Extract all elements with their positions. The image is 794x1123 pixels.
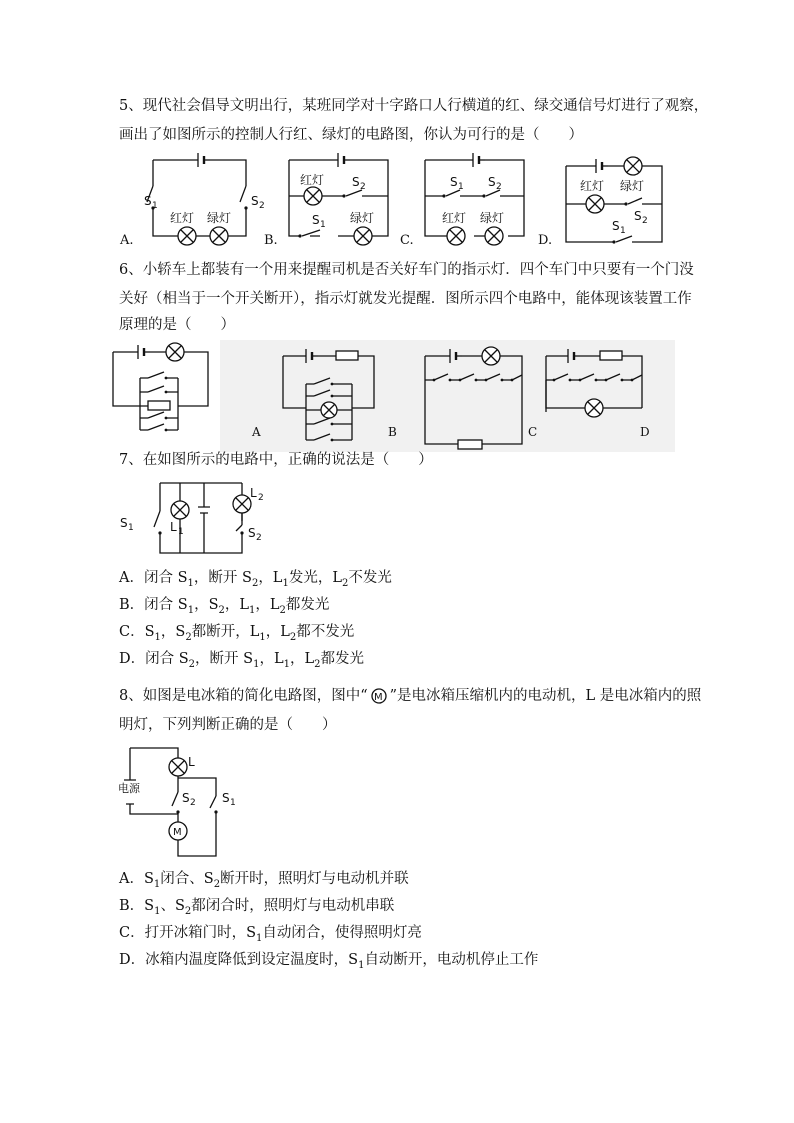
q5-circuit-b — [262, 150, 402, 250]
svg-text:2: 2 — [256, 533, 262, 543]
q7-option-d[interactable]: D．闭合 $S_2$，断开 $S_1$，$L_1$，$L_2$都发光 — [119, 651, 364, 670]
svg-text:2: 2 — [360, 182, 366, 192]
q5-stem-line2: 画出了如图所示的控制人行红、绿灯的电路图，你认为可行的是（ ） — [119, 127, 583, 143]
svg-text:红灯: 红灯 — [170, 211, 195, 225]
svg-text:绿灯: 绿灯 — [207, 211, 232, 225]
svg-text:电源: 电源 — [118, 782, 140, 795]
svg-text:2: 2 — [496, 182, 502, 192]
svg-text:S: S — [450, 175, 458, 189]
svg-text:1: 1 — [458, 182, 464, 192]
svg-text:红灯: 红灯 — [442, 211, 467, 225]
resistor-icon — [458, 440, 482, 449]
svg-text:绿灯: 绿灯 — [480, 211, 505, 225]
svg-text:绿灯: 绿灯 — [620, 179, 645, 193]
svg-text:1: 1 — [152, 201, 158, 211]
q7-stem: 7、在如图所示的电路中，正确的说法是（ ） — [119, 452, 433, 468]
svg-text:S: S — [312, 213, 320, 227]
svg-text:1: 1 — [620, 226, 626, 236]
q5-stem-line1: 5、现代社会倡导文明出行，某班同学对十字路口人行横道的红、绿交通信号灯进行了观察， — [119, 98, 709, 114]
svg-text:1: 1 — [320, 220, 326, 230]
q6-option-d-letter: D — [640, 425, 650, 439]
q7-option-c[interactable]: C．$S_1$，$S_2$都断开，$L_1$，$L_2$都不发光 — [119, 624, 355, 643]
svg-text:L: L — [188, 755, 195, 769]
svg-text:S: S — [634, 209, 642, 223]
q6-stem-line1: 6、小轿车上都装有一个用来提醒司机是否关好车门的指示灯．四个车门中只要有一个门没 — [119, 262, 694, 278]
svg-text:S: S — [182, 791, 190, 805]
svg-text:S: S — [248, 526, 256, 540]
q6-option-c-letter: C — [528, 425, 538, 439]
q6-circuit-d — [540, 340, 670, 450]
q6-circuit-a — [108, 340, 218, 435]
motor-icon — [368, 688, 390, 704]
q6-stem-line2: 关好（相当于一个开关断开），指示灯就发光提醒．图所示四个电路中，能体现该装置工作 — [119, 291, 692, 307]
svg-text:2: 2 — [258, 493, 264, 503]
q6-option-b-letter: B — [388, 425, 397, 439]
q8-stem-line2: 明灯，下列判断正确的是（ ） — [119, 717, 337, 733]
svg-text:红灯: 红灯 — [580, 179, 605, 193]
svg-text:L: L — [250, 486, 257, 500]
q6-stem-line3: 原理的是（ ） — [119, 317, 235, 333]
q6-circuit-b — [248, 340, 398, 450]
svg-text:2: 2 — [259, 201, 265, 211]
q8-option-a[interactable]: A．$S_1$闭合、$S_2$断开时，照明灯与电动机并联 — [119, 871, 409, 890]
svg-text:2: 2 — [642, 216, 648, 226]
q5-option-d-letter: D. — [538, 233, 553, 248]
svg-text:S: S — [251, 194, 259, 208]
svg-text:红灯: 红灯 — [300, 173, 325, 187]
svg-text:S: S — [120, 516, 128, 530]
q5-circuit-d — [536, 150, 676, 250]
svg-text:M: M — [373, 692, 383, 703]
q7-circuit — [118, 475, 268, 560]
resistor-icon — [336, 351, 358, 360]
q5-option-a-letter: A. — [120, 233, 134, 248]
q5-circuit-a — [118, 150, 278, 250]
q6-circuit-c — [420, 340, 550, 450]
svg-text:S: S — [612, 219, 620, 233]
svg-text:1: 1 — [178, 527, 184, 537]
q5-option-b-letter: B. — [264, 233, 278, 248]
svg-text:S: S — [352, 175, 360, 189]
q8-circuit — [118, 740, 248, 860]
svg-text:S: S — [488, 175, 496, 189]
svg-text:1: 1 — [128, 523, 134, 533]
svg-text:S: S — [222, 791, 230, 805]
resistor-icon — [148, 401, 170, 410]
svg-text:2: 2 — [190, 798, 196, 808]
svg-text:绿灯: 绿灯 — [350, 211, 375, 225]
q7-option-a[interactable]: A．闭合 $S_1$，断开 $S_2$，$L_1$发光，$L_2$不发光 — [119, 570, 392, 589]
q8-option-b[interactable]: B．$S_1$、$S_2$都闭合时，照明灯与电动机串联 — [119, 898, 395, 917]
q6-option-a-letter: A — [252, 425, 261, 439]
q7-option-b[interactable]: B．闭合 $S_1$，$S_2$，$L_1$，$L_2$都发光 — [119, 597, 330, 616]
q5-option-c-letter: C. — [400, 233, 414, 248]
svg-text:M: M — [173, 827, 182, 838]
svg-text:S: S — [144, 194, 152, 208]
q5-circuit-c — [398, 150, 538, 250]
q8-stem-line1: 8、如图是电冰箱的简化电路图，图中“ M ”是电冰箱压缩机内的电动机，L 是电冰箱内的照 — [119, 688, 702, 704]
resistor-icon — [600, 351, 622, 360]
svg-text:1: 1 — [230, 798, 236, 808]
svg-text:L: L — [170, 520, 177, 534]
q8-option-d[interactable]: D．冰箱内温度降低到设定温度时，$S_1$自动断开，电动机停止工作 — [119, 952, 539, 971]
q8-option-c[interactable]: C．打开冰箱门时，$S_1$自动闭合，使得照明灯亮 — [119, 925, 422, 944]
